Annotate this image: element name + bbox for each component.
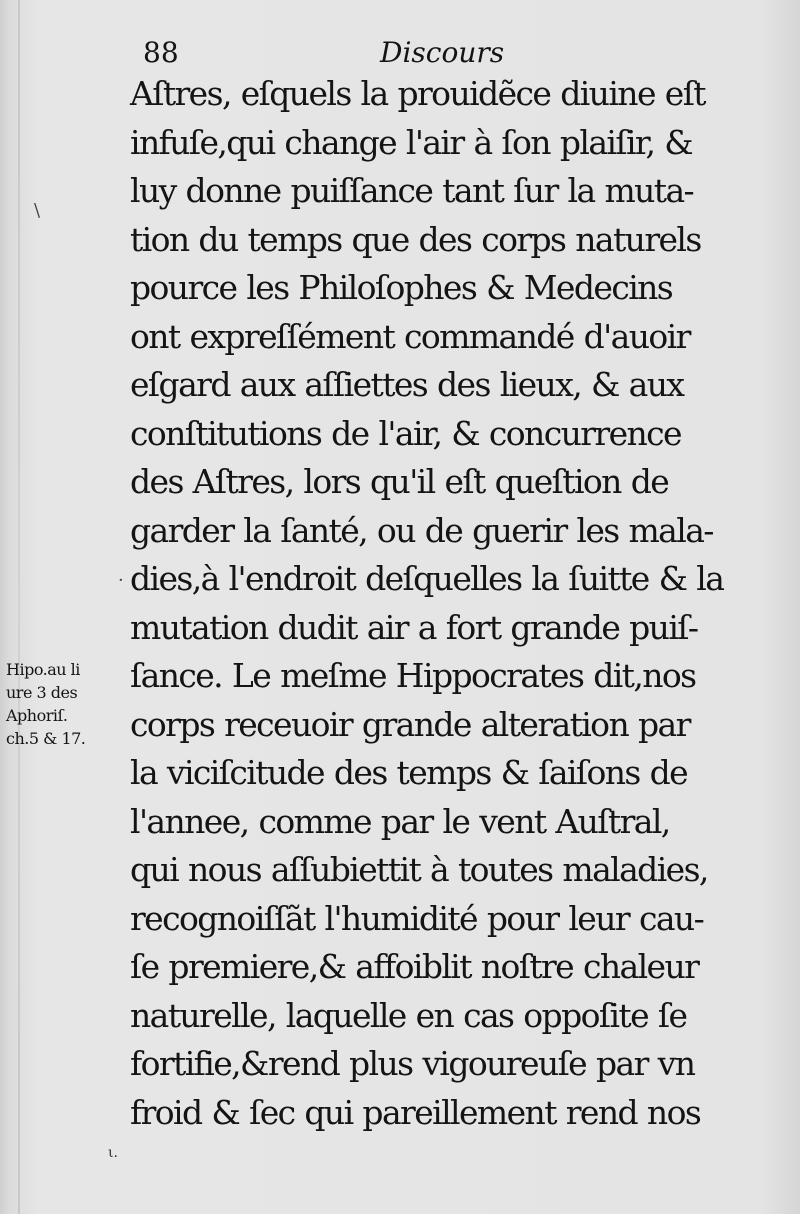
ink-mark: \ — [34, 200, 41, 221]
text-line: ſance. Le meſme Hippocrates dit,nos — [130, 656, 696, 695]
marginal-note-line: Aphoriſ. — [6, 706, 68, 725]
ink-mark: · — [118, 570, 124, 591]
text-line: l'annee, comme par le vent Auſtral, — [130, 801, 670, 841]
text-line: infuſe,qui change l'air à ſon plaiſir, & — [130, 122, 693, 162]
text-line: dies,à l'endroit deſquelles la ſuitte & la — [130, 559, 724, 598]
body-text — [130, 70, 730, 1137]
text-line: froid & ſec qui pareillement rend nos — [130, 1092, 701, 1132]
text-line: ont expreſſément commandé d'auoir — [130, 316, 690, 356]
marginal-note — [6, 658, 126, 750]
text-line: recognoiſſãt l'humidité pour leur cau- — [130, 898, 704, 938]
text-line: des Aſtres, lors qu'il eſt queſtion de — [130, 462, 669, 501]
text-line: tion du temps que des corps naturels — [130, 219, 701, 259]
text-line: luy donne puiſſance tant ſur la muta- — [130, 171, 694, 210]
text-line: fortifie,&rend plus vigoureuſe par vn — [130, 1044, 695, 1083]
text-line: corps receuoir grande alteration par — [130, 704, 690, 744]
marginal-note-line: ch.5 & 17. — [6, 729, 86, 748]
running-head: Discours — [380, 36, 505, 69]
text-line: garder la ſanté, ou de guerir les mala- — [130, 510, 713, 550]
text-line: pource les Philoſophes & Medecins — [130, 268, 673, 307]
page-gutter-edge — [18, 0, 20, 1214]
text-line: conſtitutions de l'air, & concurrence — [130, 413, 681, 453]
ink-mark: ι. — [108, 1145, 118, 1161]
text-line: mutation dudit air a fort grande puiſ- — [130, 607, 698, 647]
page-number: 88 — [143, 36, 179, 69]
text-line: la viciſcitude des temps & ſaiſons de — [130, 753, 688, 792]
text-line: ſe premiere,& affoiblit noſtre chaleur — [130, 947, 699, 986]
marginal-note-line: ure 3 des — [6, 683, 78, 702]
text-line: naturelle, laquelle en cas oppoſite ſe — [130, 995, 687, 1035]
text-line: qui nous aſſubiettit à toutes maladies, — [130, 850, 708, 889]
text-line: eſgard aux aſſiettes des lieux, & aux — [130, 365, 684, 404]
text-line: Aſtres, eſquels la prouidẽce diuine eſt — [130, 74, 705, 113]
marginal-note-line: Hipo.au li — [6, 660, 80, 679]
